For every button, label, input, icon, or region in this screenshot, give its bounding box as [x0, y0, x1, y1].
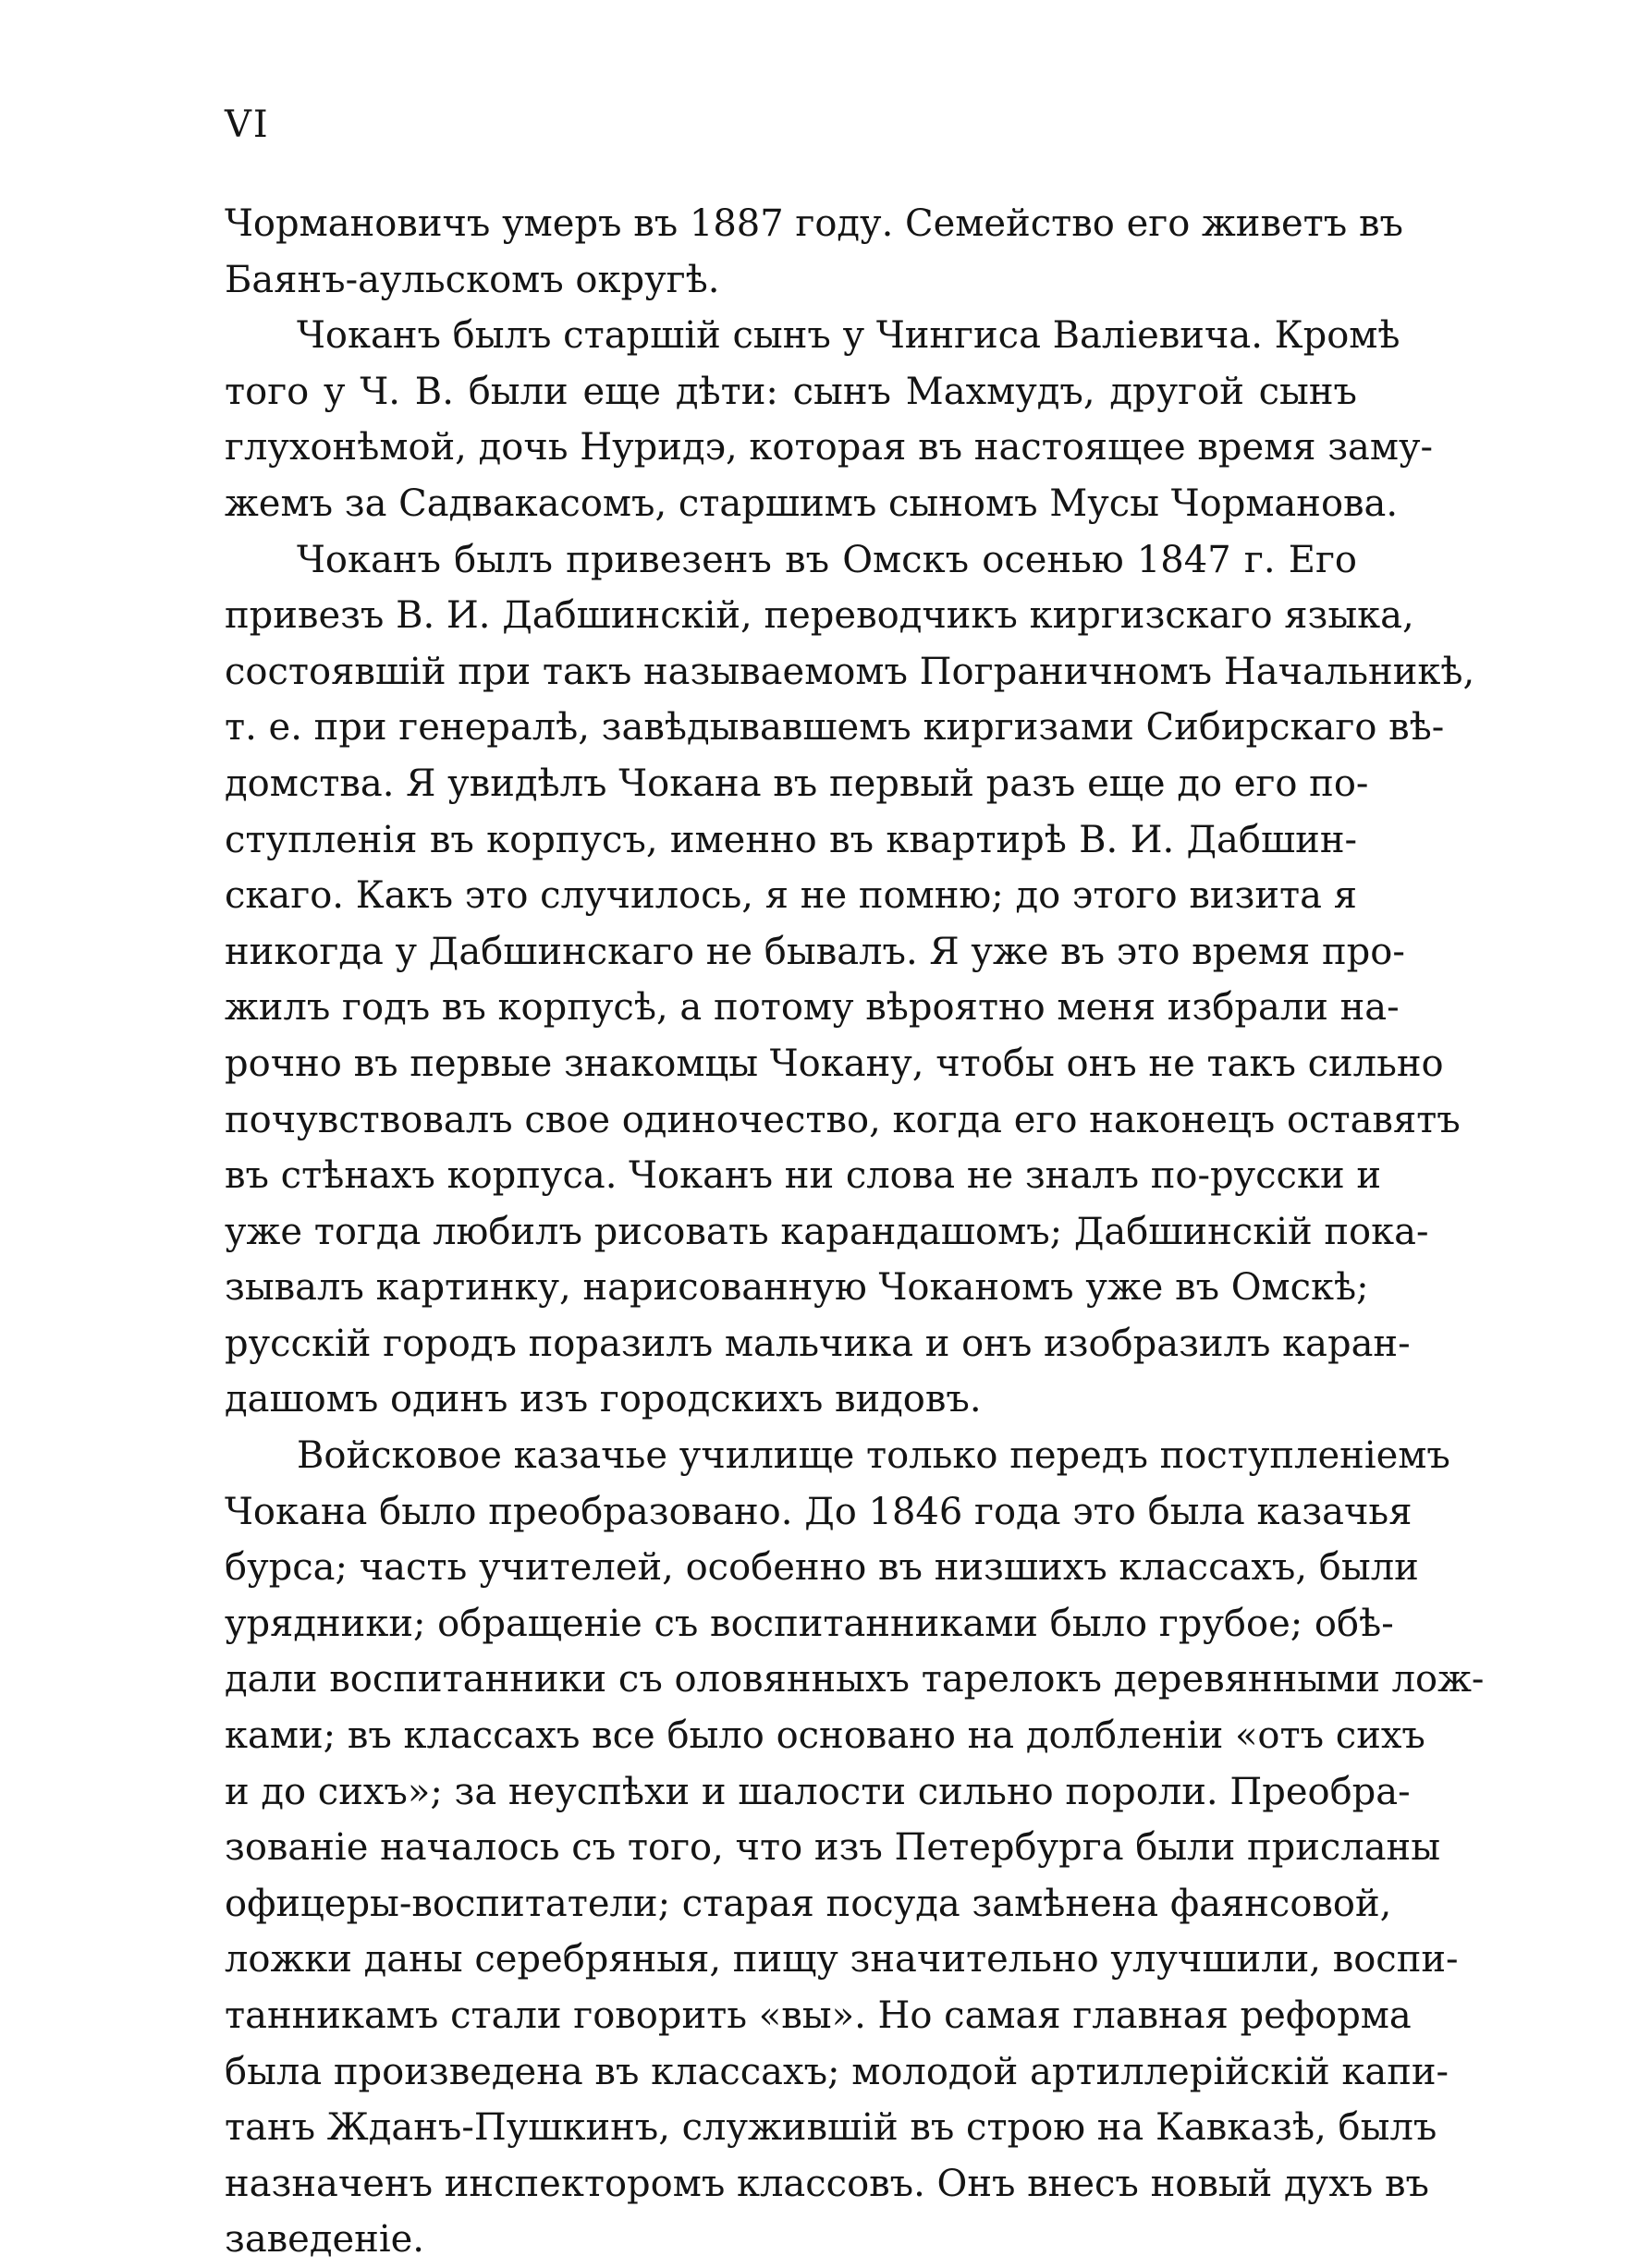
page-number: VI: [225, 104, 270, 146]
text-line: ложки даны серебряныя, пищу значительно улучшили, воспи-: [225, 1938, 1459, 1981]
text-line: урядники; обращеніе съ воспитанниками было грубое; обѣ-: [225, 1602, 1394, 1645]
text-line: назначенъ инспекторомъ классовъ. Онъ внесъ новый духъ въ: [225, 2162, 1429, 2205]
text-line: Войсковое казачье училище только передъ поступленіемъ: [297, 1434, 1450, 1478]
text-line: бурса; часть учителей, особенно въ низшихъ классахъ, были: [225, 1546, 1419, 1590]
text-line: никогда у Дабшинскаго не бывалъ. Я уже въ это время про-: [225, 930, 1405, 973]
text-line: въ стѣнахъ корпуса. Чоканъ ни слова не зналъ по-русски и: [225, 1154, 1381, 1198]
text-line: жемъ за Садвакасомъ, старшимъ сыномъ Мусы Чорманова.: [225, 482, 1399, 525]
text-line: и до сихъ»; за неуспѣхи и шалости сильно пороли. Преобра-: [225, 1770, 1411, 1813]
text-line: глухонѣмой, дочь Нуридэ, которая въ настоящее время заму-: [225, 426, 1434, 469]
text-line: офицеры-воспитатели; старая посуда замѣнена фаянсовой,: [225, 1882, 1392, 1925]
text-line: уже тогда любилъ рисовать карандашомъ; Дабшинскій пока-: [225, 1210, 1429, 1253]
text-line: Чоканъ былъ старшій сынъ у Чингиса Валіевича. Кромѣ: [297, 314, 1400, 358]
text-line: ками; въ классахъ все было основано на долбленіи «отъ сихъ: [225, 1714, 1425, 1758]
text-line: привезъ В. И. Дабшинскій, переводчикъ киргизскаго языка,: [225, 594, 1414, 638]
text-line: была произведена въ классахъ; молодой артиллерійскій капи-: [225, 2050, 1449, 2093]
text-line: дали воспитанники съ оловянныхъ тарелокъ деревянными лож-: [225, 1658, 1485, 1701]
text-line: Баянъ-аульскомъ округѣ.: [225, 258, 720, 301]
text-line: ступленія въ корпусъ, именно въ квартирѣ В. И. Дабшин-: [225, 818, 1357, 861]
text-line: состоявшій при такъ называемомъ Пограничномъ Начальникѣ,: [225, 650, 1475, 693]
text-line: заведеніе.: [225, 2218, 424, 2262]
text-line: т. е. при генералѣ, завѣдывавшемъ киргизами Сибирскаго вѣ-: [225, 706, 1445, 750]
text-line: Чормановичъ умеръ въ 1887 году. Семейство его живетъ въ: [225, 202, 1403, 245]
text-line: русскій городъ поразилъ мальчика и онъ изобразилъ каран-: [225, 1322, 1411, 1365]
text-line: зывалъ картинку, нарисованную Чоканомъ уже въ Омскѣ;: [225, 1266, 1369, 1310]
text-line: того у Ч. В. были еще дѣти: сынъ Махмудъ, другой сынъ: [225, 370, 1357, 413]
text-line: танникамъ стали говорить «вы». Но самая главная реформа: [225, 1994, 1412, 2037]
text-line: домства. Я увидѣлъ Чокана въ первый разъ еще до его по-: [225, 762, 1369, 805]
text-line: Чоканъ былъ привезенъ въ Омскъ осенью 1847 г. Его: [297, 538, 1357, 581]
text-line: дашомъ одинъ изъ городскихъ видовъ.: [225, 1378, 982, 1421]
text-line: рочно въ первые знакомцы Чокану, чтобы онъ не такъ сильно: [225, 1042, 1444, 1085]
text-line: жилъ годъ въ корпусѣ, а потому вѣроятно меня избрали на-: [225, 986, 1400, 1030]
text-line: почувствовалъ свое одиночество, когда его наконецъ оставятъ: [225, 1098, 1461, 1141]
text-line: зованіе началось съ того, что изъ Петербурга были присланы: [225, 1826, 1441, 1870]
text-line: скаго. Какъ это случилось, я не помню; до этого визита я: [225, 874, 1357, 918]
text-line: Чокана было преобразовано. До 1846 года это была казачья: [225, 1490, 1413, 1533]
text-line: танъ Жданъ-Пушкинъ, служившій въ строю на Кавказѣ, былъ: [225, 2106, 1437, 2150]
body-text: [225, 196, 1485, 2268]
